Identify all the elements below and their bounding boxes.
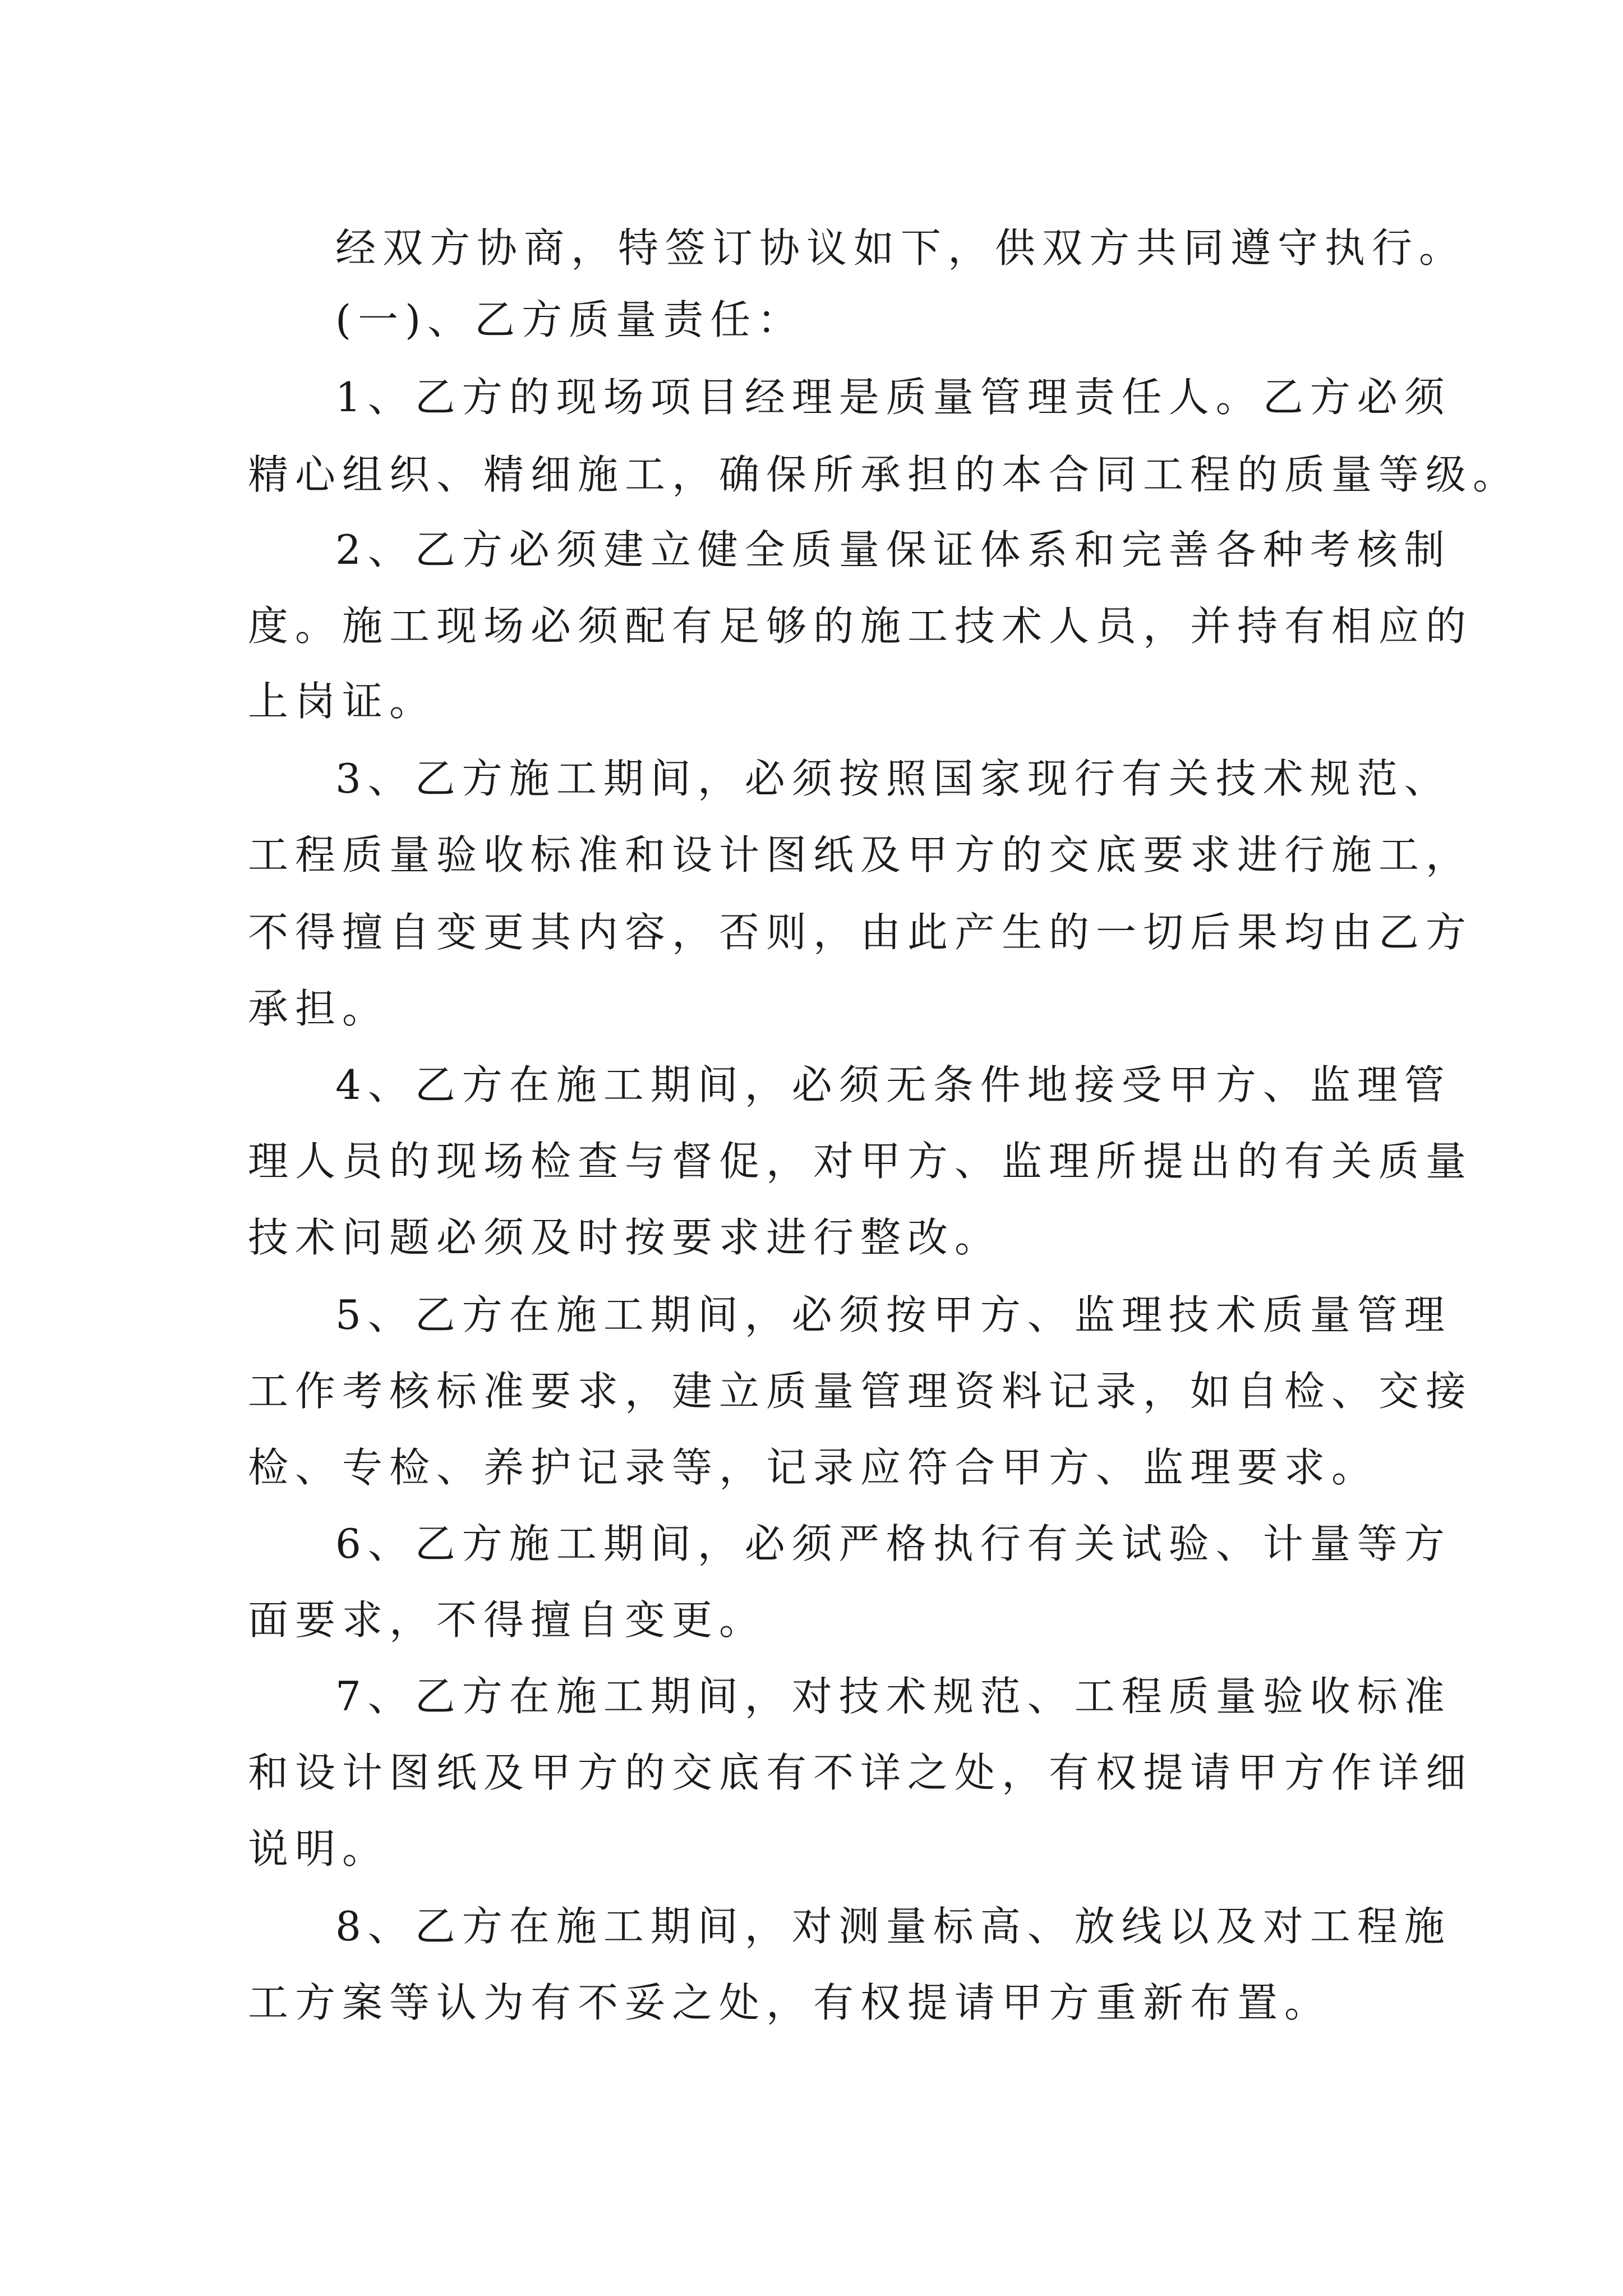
text-line-18: 6、乙方施工期间，必须严格执行有关试验、计量等方 (335, 1520, 1451, 1567)
text-line-22: 说明。 (248, 1825, 390, 1872)
text-line-1: 经双方协商，特签订协议如下，供双方共同遵守执行。 (335, 224, 1467, 272)
text-line-11: 承担。 (248, 985, 390, 1032)
text-line-23: 8、乙方在施工期间，对测量标高、放线以及对工程施 (335, 1903, 1451, 1950)
text-line-4: 精心组织、精细施工，确保所承担的本合同工程的质量等级。 (248, 451, 1520, 498)
text-line-7: 上岗证。 (248, 678, 437, 725)
text-line-16: 工作考核标准要求，建立质量管理资料记录，如自检、交接 (248, 1368, 1473, 1415)
text-line-17: 检、专检、养护记录等，记录应符合甲方、监理要求。 (248, 1444, 1379, 1491)
text-line-3: 1、乙方的现场项目经理是质量管理责任人。乙方必须 (335, 374, 1451, 421)
text-line-20: 7、乙方在施工期间，对技术规范、工程质量验收标准 (335, 1673, 1451, 1720)
text-line-24: 工方案等认为有不妥之处，有权提请甲方重新布置。 (248, 1979, 1332, 2026)
text-line-9: 工程质量验收标准和设计图纸及甲方的交底要求进行施工， (248, 831, 1473, 878)
text-line-5: 2、乙方必须建立健全质量保证体系和完善各种考核制 (335, 526, 1451, 573)
text-line-15: 5、乙方在施工期间，必须按甲方、监理技术质量管理 (335, 1291, 1451, 1338)
text-line-12: 4、乙方在施工期间，必须无条件地接受甲方、监理管 (335, 1061, 1451, 1108)
text-line-6: 度。施工现场必须配有足够的施工技术人员，并持有相应的 (248, 602, 1473, 650)
text-line-13: 理人员的现场检查与督促，对甲方、监理所提出的有关质量 (248, 1138, 1473, 1185)
text-line-2: (一)、乙方质量责任： (335, 296, 805, 343)
text-line-8: 3、乙方施工期间，必须按照国家现行有关技术规范、 (335, 755, 1451, 802)
text-line-10: 不得擅自变更其内容，否则，由此产生的一切后果均由乙方 (248, 909, 1473, 956)
text-line-14: 技术问题必须及时按要求进行整改。 (248, 1214, 1002, 1261)
text-line-19: 面要求，不得擅自变更。 (248, 1596, 767, 1644)
text-line-21: 和设计图纸及甲方的交底有不详之处，有权提请甲方作详细 (248, 1749, 1473, 1796)
